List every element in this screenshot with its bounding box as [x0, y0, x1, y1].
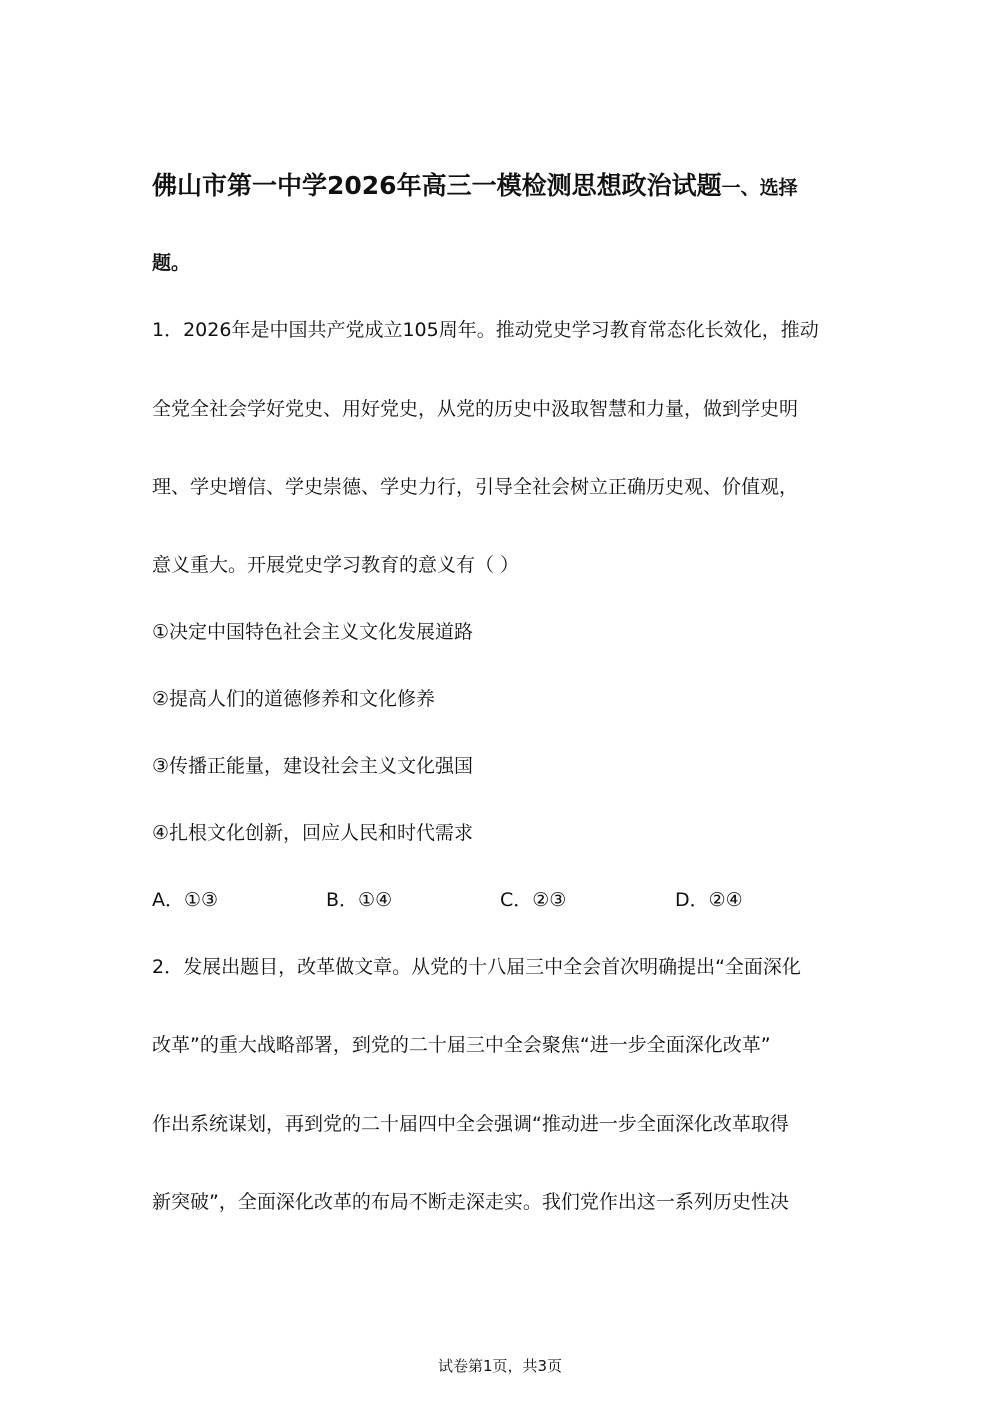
question-1-line-4: 意义重大。开展党史学习教育的意义有（ ）: [152, 554, 520, 576]
statement-1: ①决定中国特色社会主义文化发展道路: [152, 621, 474, 643]
section-heading: 一、选择: [721, 177, 798, 199]
exam-title-main: 佛山市第一中学2026年高三一模检测思想政治试题: [152, 171, 722, 200]
question-1-line-2: 全党全社会学好党史、用好党史，从党的历史中汲取智慧和力量，做到学史明: [152, 398, 799, 420]
section-heading-continued: 题。: [152, 252, 191, 274]
question-1-line-3: 理、学史增信、学史崇德、学史力行，引导全社会树立正确历史观、价值观，: [152, 476, 799, 498]
question-2-line-2: 改革”的重大战略部署，到党的二十届三中全会聚焦“进一步全面深化改革”: [152, 1034, 771, 1056]
exam-title: [152, 171, 852, 203]
question-2-line-3: 作出系统谋划，再到党的二十届四中全会强调“推动进一步全面深化改革取得: [152, 1113, 789, 1135]
statement-2: ②提高人们的道德修养和文化修养: [152, 688, 436, 710]
statement-4: ④扎根文化创新，回应人民和时代需求: [152, 822, 474, 844]
page-footer: 试卷第1页，共3页: [437, 1357, 563, 1375]
question-2-line-1: 2．发展出题目，改革做文章。从党的十八届三中全会首次明确提出“全面深化: [152, 956, 801, 978]
choice-c: C．②③: [500, 889, 567, 911]
choice-a: A．①③: [152, 889, 219, 911]
statement-3: ③传播正能量，建设社会主义文化强国: [152, 755, 474, 777]
choice-b: B．①④: [326, 889, 393, 911]
answer-choices: [152, 888, 852, 912]
choice-d: D．②④: [675, 889, 743, 911]
question-2-line-4: 新突破”，全面深化改革的布局不断走深走实。我们党作出这一系列历史性决: [152, 1191, 789, 1213]
question-1-line-1: 1．2026年是中国共产党成立105周年。推动党史学习教育常态化长效化，推动: [152, 319, 819, 341]
